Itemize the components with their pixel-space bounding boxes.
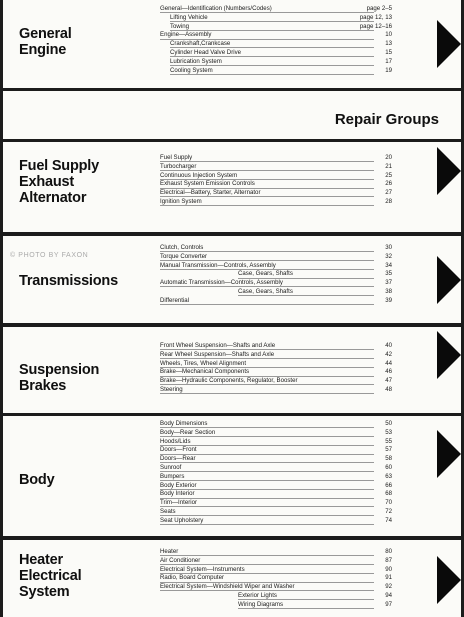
- toc-entry-page: 53: [385, 428, 392, 436]
- toc-entry-page: 46: [385, 368, 392, 376]
- watermark: © PHOTO BY FAXON: [10, 252, 89, 259]
- toc-entry-page: 20: [385, 154, 392, 161]
- toc-entry-label: Steering: [160, 385, 183, 393]
- toc-entry-label: Electrical System—Windshield Wiper and Washer: [160, 583, 295, 591]
- toc-entry: [160, 499, 392, 508]
- toc-entry-label: Crankshaft,Crankcase: [170, 40, 231, 48]
- section-title: [19, 472, 54, 488]
- toc-entry: [160, 464, 392, 473]
- toc-entry-page: 28: [385, 197, 392, 205]
- toc-entry: [160, 198, 392, 207]
- toc-entry-page: 70: [385, 499, 392, 507]
- toc-entry: [160, 490, 392, 499]
- toc-entry: [160, 429, 392, 438]
- toc-entry-page: 44: [385, 359, 392, 367]
- toc-entry-label: Automatic Transmission—Controls, Assembly: [160, 279, 283, 287]
- section-heater-electrical: [3, 540, 461, 617]
- title-line: Body: [19, 472, 55, 488]
- section-title: [19, 158, 99, 206]
- toc-entry-page: 39: [385, 296, 392, 304]
- toc-entry: [160, 508, 392, 517]
- toc-entry-page: 91: [385, 574, 392, 582]
- toc-entry-page: 47: [385, 377, 392, 385]
- toc-list: [160, 244, 392, 306]
- toc-entry: [160, 23, 392, 32]
- title-line: Brakes: [19, 378, 67, 394]
- toc-entry-page: 21: [385, 162, 392, 170]
- toc-entry-label: Differential: [160, 296, 190, 304]
- toc-entry-label: Body Interior: [160, 490, 195, 498]
- toc-entry: [160, 386, 392, 395]
- toc-entry-label: Manual Transmission—Controls, Assembly: [160, 261, 276, 269]
- toc-entry-label: Lifting Vehicle: [170, 13, 208, 21]
- toc-entry-label: Electrical System—Instruments: [160, 565, 245, 573]
- toc-entry-label: Doors—Rear: [160, 455, 196, 463]
- toc-entry: [160, 342, 392, 351]
- section-tab-arrow-icon: [437, 556, 461, 604]
- toc-entry-page: 58: [385, 455, 392, 463]
- toc-list: [160, 342, 392, 395]
- toc-entry-page: 26: [385, 180, 392, 188]
- toc-entry-page: 60: [385, 463, 392, 471]
- section-transmissions: [3, 236, 461, 323]
- toc-entry-page: 94: [385, 591, 392, 599]
- toc-entry-page: 25: [385, 171, 392, 179]
- toc-entry-label: Electrical—Battery, Starter, Alternator: [160, 189, 261, 197]
- toc-entry: [160, 574, 392, 583]
- toc-entry-page: 72: [385, 507, 392, 515]
- toc-entry: [160, 592, 392, 601]
- toc-entry-label: General—Identification (Numbers/Codes): [160, 5, 272, 12]
- section-title: [19, 552, 82, 600]
- toc-entry-page: 55: [385, 437, 392, 445]
- toc-entry: [160, 351, 392, 360]
- toc-entry: [160, 482, 392, 491]
- toc-entry: [160, 58, 392, 67]
- toc-entry-page: page 12–16: [359, 22, 392, 30]
- section-suspension-brakes: [3, 327, 461, 413]
- toc-list: [160, 5, 392, 75]
- repair-groups-title: Repair Groups: [334, 111, 439, 128]
- toc-entry-page: 57: [385, 446, 392, 454]
- toc-entry-page: 40: [385, 342, 392, 349]
- toc-entry-label: Hoods/Lids: [160, 437, 191, 445]
- toc-entry-page: 90: [385, 565, 392, 573]
- toc-entry: [160, 262, 392, 271]
- toc-entry-label: Clutch, Controls: [160, 244, 204, 251]
- toc-entry-label: Sunroof: [160, 463, 182, 471]
- section-tab-arrow-icon: [437, 430, 461, 478]
- toc-entry-page: 97: [385, 600, 392, 608]
- section-body: [3, 416, 461, 536]
- toc-entry: [160, 601, 392, 610]
- toc-entry-label: Seats: [160, 507, 176, 515]
- toc-entry-page: 15: [385, 48, 392, 56]
- toc-entry-page: 87: [385, 556, 392, 564]
- toc-entry-page: 42: [385, 350, 392, 358]
- toc-leader-rule: [160, 393, 374, 394]
- toc-entry-page: 66: [385, 481, 392, 489]
- repair-groups-band: [3, 91, 461, 139]
- toc-entry: [160, 14, 392, 23]
- toc-entry-page: 63: [385, 472, 392, 480]
- title-line: System: [19, 584, 70, 600]
- toc-entry-label: Towing: [170, 22, 189, 30]
- toc-entry-label: Lubrication System: [170, 57, 222, 65]
- toc-entry-label: Air Conditioner: [160, 556, 201, 564]
- title-line: Engine: [19, 42, 67, 58]
- toc-entry-page: 27: [385, 189, 392, 197]
- toc-entry-label: Body Exterior: [160, 481, 197, 489]
- toc-entry: [160, 244, 392, 253]
- title-line: Transmissions: [19, 273, 118, 289]
- toc-entry-label: Continuous Injection System: [160, 171, 238, 179]
- toc-entry: [160, 172, 392, 181]
- toc-entry: [160, 548, 392, 557]
- toc-entry: [160, 455, 392, 464]
- toc-entry-label: Engine—Assembly: [160, 31, 212, 39]
- section-title: [19, 273, 118, 289]
- toc-entry: [160, 420, 392, 429]
- toc-list: [160, 548, 392, 610]
- section-tab-arrow-icon: [437, 256, 461, 304]
- toc-entry: [160, 31, 392, 40]
- toc-entry: [160, 279, 392, 288]
- toc-entry-page: page 2–5: [366, 5, 392, 12]
- toc-entry-page: 68: [385, 490, 392, 498]
- toc-entry-page: 50: [385, 420, 392, 427]
- toc-entry: [160, 473, 392, 482]
- toc-entry-label: Ignition System: [160, 197, 202, 205]
- title-line: Heater: [19, 552, 63, 568]
- section-general-engine: [3, 0, 461, 88]
- toc-entry: [160, 189, 392, 198]
- toc-entry-page: 92: [385, 583, 392, 591]
- toc-list: [160, 154, 392, 207]
- toc-entry: [160, 49, 392, 58]
- toc-entry: [160, 253, 392, 262]
- toc-entry: [160, 377, 392, 386]
- section-title: [19, 26, 72, 58]
- toc-entry-label: Case, Gears, Shafts: [238, 270, 293, 278]
- toc-leader-rule: [160, 304, 374, 305]
- toc-entry-page: 80: [385, 548, 392, 555]
- toc-entry-page: 35: [385, 270, 392, 278]
- toc-entry-label: Seat Upholstery: [160, 516, 204, 524]
- title-line: Exhaust: [19, 174, 75, 190]
- toc-entry-label: Radio, Board Computer: [160, 574, 225, 582]
- toc-entry-label: Body—Rear Section: [160, 428, 216, 436]
- toc-entry-label: Exhaust System Emission Controls: [160, 180, 255, 188]
- toc-entry: [160, 270, 392, 279]
- toc-entry: [160, 180, 392, 189]
- toc-entry: [160, 154, 392, 163]
- toc-entry-label: Wiring Diagrams: [238, 600, 284, 608]
- title-line: Alternator: [19, 190, 87, 206]
- toc-entry-label: Turbocharger: [160, 162, 197, 170]
- toc-entry-label: Fuel Supply: [160, 154, 193, 161]
- toc-entry: [160, 446, 392, 455]
- toc-entry-label: Body Dimensions: [160, 420, 208, 427]
- toc-entry-page: 74: [385, 516, 392, 524]
- toc-entry-page: 10: [385, 31, 392, 39]
- toc-entry: [160, 438, 392, 447]
- toc-entry-label: Wheels, Tires, Wheel Alignment: [160, 359, 247, 367]
- section-tab-arrow-icon: [437, 20, 461, 68]
- toc-entry-page: 37: [385, 279, 392, 287]
- toc-entry: [160, 40, 392, 49]
- toc-entry-page: page 12, 13: [359, 13, 392, 21]
- toc-entry: [160, 5, 392, 14]
- toc-entry-label: Bumpers: [160, 472, 185, 480]
- toc-entry: [160, 557, 392, 566]
- title-line: Electrical: [19, 568, 82, 584]
- toc-entry-label: Trim—Interior: [160, 499, 198, 507]
- toc-entry-label: Brake—Hydraulic Components, Regulator, Booster: [160, 377, 298, 385]
- title-line: Fuel Supply: [19, 158, 99, 174]
- toc-entry: [160, 163, 392, 172]
- toc-entry-page: 32: [385, 252, 392, 260]
- toc-entry-label: Exterior Lights: [238, 591, 277, 599]
- toc-entry-label: Brake—Mechanical Components: [160, 368, 250, 376]
- toc-entry: [160, 368, 392, 377]
- toc-entry-page: 48: [385, 385, 392, 393]
- toc-entry-page: 19: [385, 66, 392, 74]
- toc-list: [160, 420, 392, 526]
- toc-entry: [160, 297, 392, 306]
- section-tab-arrow-icon: [437, 331, 461, 379]
- toc-entry: [160, 566, 392, 575]
- section-tab-arrow-icon: [437, 147, 461, 195]
- toc-entry-label: Doors—Front: [160, 446, 197, 454]
- section-title: [19, 362, 99, 394]
- toc-entry-label: Torque Converter: [160, 252, 208, 260]
- toc-entry: [160, 288, 392, 297]
- toc-entry: [160, 360, 392, 369]
- toc-entry-page: 38: [385, 287, 392, 295]
- toc-entry-label: Rear Wheel Suspension—Shafts and Axle: [160, 350, 275, 358]
- toc-entry: [160, 67, 392, 76]
- toc-entry-page: 13: [385, 40, 392, 48]
- toc-entry-label: Cooling System: [170, 66, 213, 74]
- toc-entry-page: 30: [385, 244, 392, 251]
- toc-entry: [160, 517, 392, 526]
- section-fuel-supply: [3, 142, 461, 232]
- title-line: General: [19, 26, 72, 42]
- toc-entry-page: 34: [385, 261, 392, 269]
- toc-entry-label: Heater: [160, 548, 179, 555]
- title-line: Suspension: [19, 362, 100, 378]
- toc-entry-page: 17: [385, 57, 392, 65]
- toc-entry-label: Front Wheel Suspension—Shafts and Axle: [160, 342, 276, 349]
- toc-entry-label: Case, Gears, Shafts: [238, 287, 293, 295]
- toc-entry-label: Cylinder Head Valve Drive: [170, 48, 242, 56]
- toc-entry: [160, 583, 392, 592]
